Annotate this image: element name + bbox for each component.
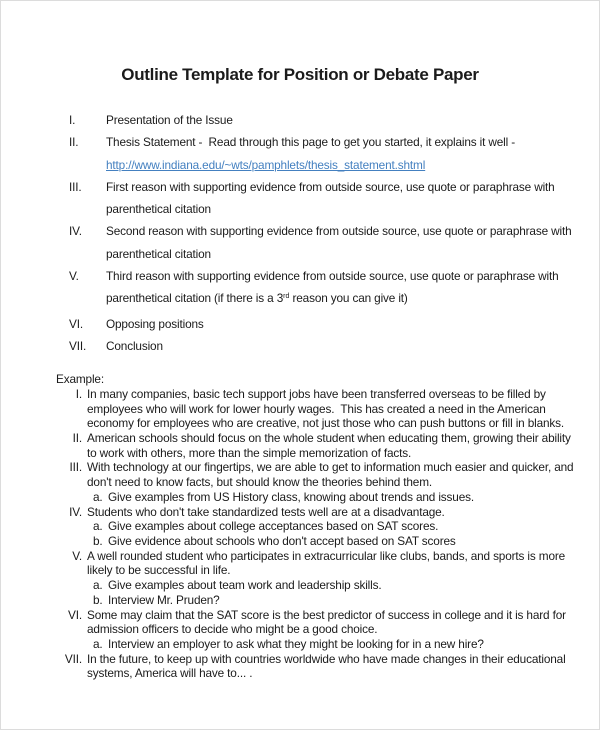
example-item [56,431,599,460]
outline-text-segment: reason you can give it) [289,291,408,306]
example-label: Example: [56,372,104,387]
example-subitem [93,519,599,534]
example-numeral: VI. [68,607,82,622]
example-text-line: A well rounded student who participates in extracurricular like clubs, bands, and sports is more [87,548,566,563]
example-item-text [87,460,599,504]
subitem-text: Give evidence about schools who don't accept based on SAT scores [108,534,456,548]
outline-item-text [106,313,599,335]
example-item [56,549,599,608]
example-item-text [87,387,599,431]
example-item [56,460,599,504]
example-text-line: admission officers to decide who might be a good choice. [87,622,378,637]
outline-text-segment: parenthetical citation (if there is a 3 [106,291,284,306]
example-text-line: With technology at our fingertips, we are able to get to information much easier and quicker, and [87,460,574,475]
example-text-line: economy for employees who are creative, not just those who can push buttons or fill in blanks. [87,416,565,431]
example-subitem [93,534,599,549]
example-text-line: don't need to know facts, but should know the theories behind them. [87,475,433,490]
example-item [56,608,599,652]
example-subitem [93,490,599,505]
outline-text-line [106,287,599,312]
example-item-text [87,505,599,549]
outline-text-line: parenthetical citation [106,202,211,217]
superscript-ordinal: rd [283,293,290,301]
outline-text-line: Third reason with supporting evidence from outside source, use quote or paraphrase with [106,269,559,284]
example-numeral: I. [75,386,82,401]
outline-numeral: IV. [69,224,82,239]
outline-text-line [106,154,599,176]
outline-text-line: First reason with supporting evidence from outside source, use quote or paraphrase with [106,179,555,194]
example-text-line: likely to be successful in life. [87,563,231,578]
outline-section [69,109,599,357]
outline-item [69,335,599,357]
outline-item [69,265,599,313]
outline-numeral: VI. [69,316,83,331]
example-subitem [93,593,599,608]
example-item [56,652,599,681]
outline-item [69,313,599,335]
subitem-letter: a. [93,519,103,534]
outline-text-line: Conclusion [106,338,163,353]
example-text-line: Some may claim that the SAT score is the best predictor of success in college and it is hard for [87,607,566,622]
subitem-letter: a. [93,636,103,651]
example-item-text [87,652,599,681]
example-text-line: to work with others, more than the simple memorization of facts. [87,445,412,460]
example-text-line: systems, America will have to... . [87,666,253,681]
example-text-line: employees who will work for lower hourly wages. This has created a need in the American [87,401,546,416]
example-text-line: Students who don't take standardized tests well are at a disadvantage. [87,504,445,519]
outline-text-line: Presentation of the Issue [106,113,233,127]
example-text-line: In the future, to keep up with countries worldwide who have made changes in their educational [87,651,566,666]
subitem-letter: a. [93,489,103,504]
example-numeral: III. [69,460,82,475]
outline-item-text [106,109,599,131]
outline-text-line: Second reason with supporting evidence from outside source, use quote or paraphrase with [106,224,572,239]
example-section [56,372,599,681]
outline-item-text [106,335,599,357]
outline-item-text [106,220,599,265]
example-text-line: In many companies, basic tech support jobs have been transferred overseas to be filled by [87,386,546,401]
outline-item-text [106,131,599,176]
example-item-text [87,608,599,652]
example-numeral: II. [72,431,82,446]
subitem-letter: b. [93,534,103,548]
example-numeral: IV. [69,504,82,519]
example-subitem [93,637,599,652]
example-item [56,505,599,549]
outline-numeral: III. [69,179,82,194]
outline-item-text [106,176,599,221]
example-numeral: VII. [64,651,82,666]
outline-item [69,131,599,176]
example-item [56,387,599,431]
subitem-text: Give examples from US History class, knowing about trends and issues. [108,489,474,504]
thesis-statement-link[interactable]: http://www.indiana.edu/~wts/pamphlets/thesis_statement.shtml [106,157,426,172]
subitem-text: Give examples about college acceptances based on SAT scores. [108,519,439,534]
document-title: Outline Template for Position or Debate Paper [121,65,479,84]
outline-item [69,220,599,265]
outline-item [69,109,599,131]
example-item-text [87,549,599,608]
outline-numeral: II. [69,135,79,150]
example-numeral: V. [72,548,82,563]
subitem-text: Interview an employer to ask what they might be looking for in a new hire? [108,636,484,651]
subitem-text: Interview Mr. Pruden? [108,592,220,607]
outline-text-line: Thesis Statement - Read through this page to get you started, it explains it well - [106,135,516,150]
subitem-letter: a. [93,578,103,593]
outline-item-text [106,265,599,313]
outline-text-line: Opposing positions [106,316,204,331]
outline-numeral: I. [69,113,76,127]
outline-numeral: VII. [69,338,87,353]
subitem-letter: b. [93,592,103,607]
outline-numeral: V. [69,269,79,284]
example-text-line: American schools should focus on the whole student when educating them, growing their ability [87,431,571,446]
subitem-text: Give examples about team work and leadership skills. [108,578,382,593]
outline-text-line: parenthetical citation [106,246,211,261]
outline-item [69,176,599,221]
example-item-text [87,431,599,460]
example-subitem [93,578,599,593]
